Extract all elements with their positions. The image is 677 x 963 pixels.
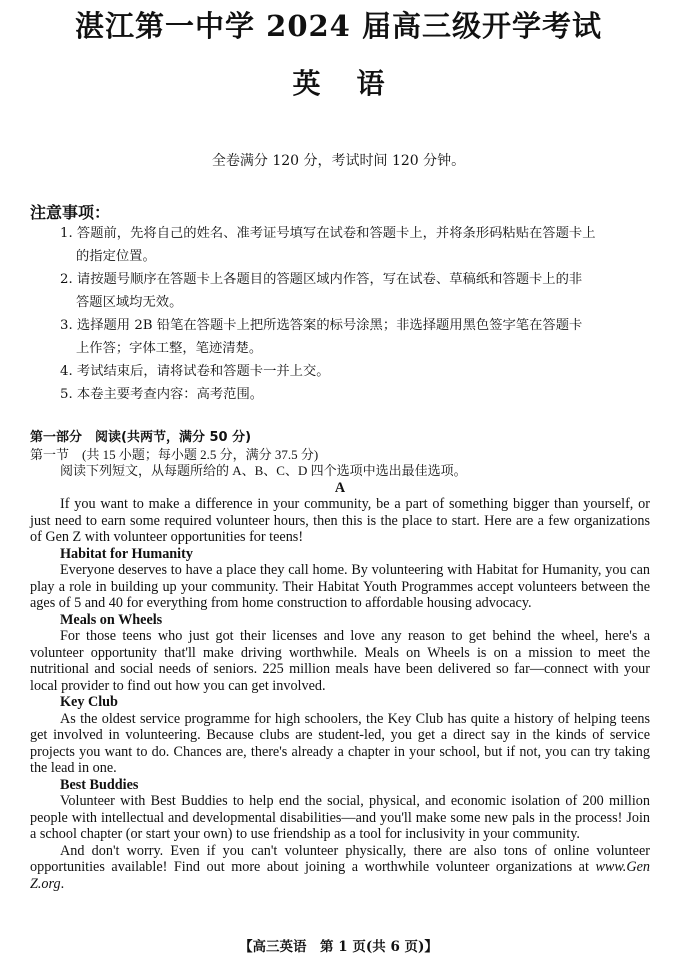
org-paragraph: Volunteer with Best Buddies to help end the social, physical, and economic isolation of 200 million people with intellectual and developmental disabilities—and you'll make some new pals in the process! Join a school chapter (or start your own) to use friendship as a tool for inclusivity in your community. (30, 793, 650, 842)
notice-item (60, 383, 650, 406)
org-heading: Habitat for Humanity (60, 545, 193, 562)
part-title: 第一部分 阅读(共两节，满分 50 分) (30, 430, 252, 445)
exam-meta: 全卷满分 120 分，考试时间 120 分钟。 (211, 153, 466, 169)
notice-line: 答题区域均无效。 (76, 295, 183, 310)
notice-line: 3. 选择题用 2B 铅笔在答题卡上把所选答案的标号涂黑；非选择题用黑色签字笔在答题卡 (60, 318, 583, 333)
org-heading: Key Club (60, 694, 118, 710)
notice-item (60, 314, 650, 360)
notice-line: 上作答；字体工整，笔迹清楚。 (76, 341, 263, 356)
org-paragraph: For those teens who just got their licenses and love any reason to get behind the wheel, here's a volunteer opportunity that'll make driving worthwhile. Meals on Wheels is on a mission to meet the nutritional and social needs of seniors. 225 million meals have been delivered so far—connect with your local provider to find out how you can get involved. (30, 628, 650, 694)
closing-end: . (60, 875, 65, 892)
closing-text: And don't worry. Even if you can't volunteer physically, there are also tons of online volunteer opportunities available! Find out more about joining a worthwhile volunteer organizations at (30, 842, 650, 875)
page-footer: 【高三英语 第 1 页(共 6 页)】 (239, 939, 438, 955)
subject-title: 英语 (292, 67, 421, 100)
notice-item (60, 268, 650, 314)
notice-line: 2. 请按题号顺序在答题卡上各题目的答题区域内作答，写在试卷、草稿纸和答题卡上的非 (60, 272, 583, 287)
website-link: www.Gen Z.org (30, 859, 650, 892)
notice-heading: 注意事项： (30, 203, 111, 222)
notice-list (60, 222, 650, 406)
exam-title: 湛江第一中学 2024 届高三级开学考试 (75, 9, 602, 43)
notice-line: 的指定位置。 (76, 249, 156, 264)
org-paragraph: Everyone deserves to have a place they call home. By volunteering with Habitat for Humanity, you can play a role in building up your community. Their Habitat Youth Programmes accept volunteers between the ages of 5 and 40 for everything from home construction to affordable housing advocacy. (30, 562, 650, 611)
notice-line: 1. 答题前，先将自己的姓名、准考证号填写在试卷和答题卡上，并将条形码粘贴在答题卡上 (60, 226, 596, 241)
closing-paragraph (30, 843, 650, 893)
instruction: 阅读下列短文，从每题所给的 A、B、C、D 四个选项中选出最佳选项。 (60, 463, 467, 478)
notice-item (60, 222, 650, 268)
notice-item (60, 360, 650, 383)
intro-paragraph: If you want to make a difference in your community, be a part of something bigger than yourself, or just need to earn some required volunteer hours, then this is the place to start. Here are a few organizations of Gen Z with volunteer opportunities for teens! (30, 496, 650, 545)
notice-line: 4. 考试结束后，请将试卷和答题卡一并上交。 (60, 364, 330, 379)
org-heading: Best Buddies (60, 776, 139, 793)
section-title: 第一节 (共 15 小题；每小题 2.5 分，满分 37.5 分) (30, 446, 319, 462)
org-paragraph: As the oldest service programme for high schoolers, the Key Club has quite a history of helping teens get involved in volunteering. Because clubs are student-led, you get a direct say in the kinds of service projects you want to do. Chances are, there's already a chapter in your school, but if not, you can try taking the lead in one. (30, 710, 650, 776)
org-heading: Meals on Wheels (60, 611, 163, 628)
passage-label: A (334, 479, 346, 496)
notice-line: 5. 本卷主要考查内容：高考范围。 (60, 387, 264, 402)
reading-section (30, 430, 650, 892)
